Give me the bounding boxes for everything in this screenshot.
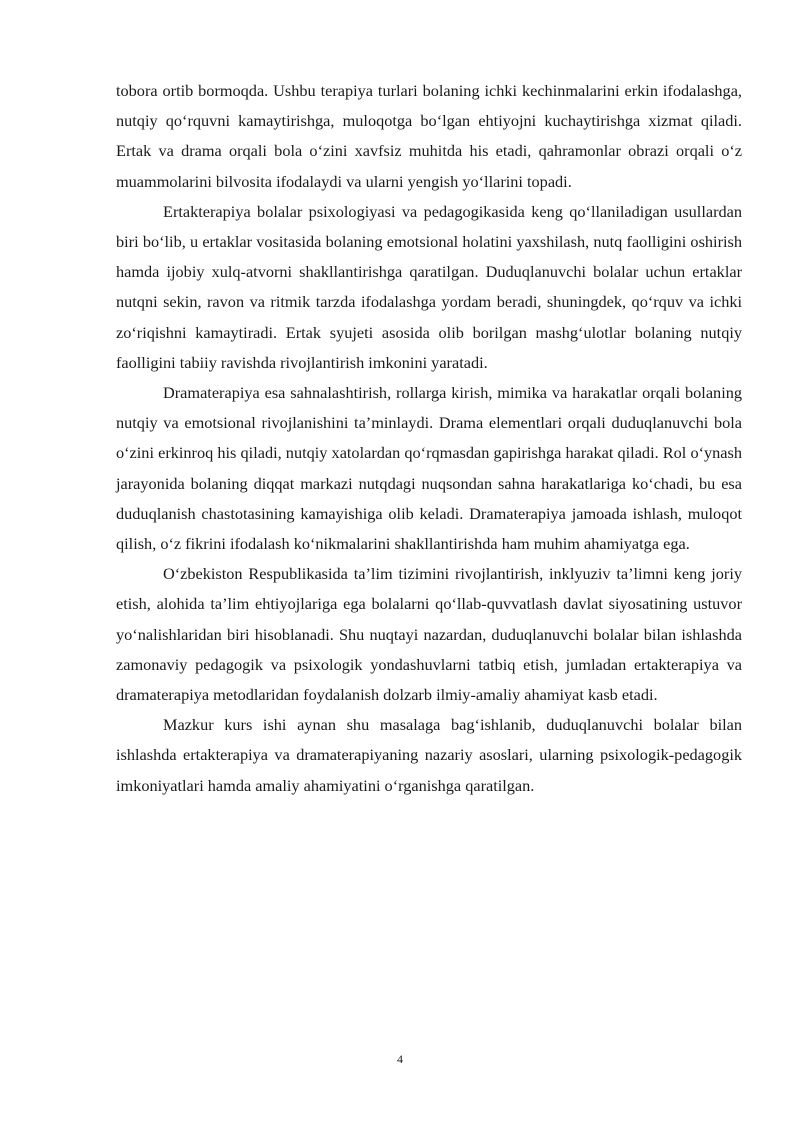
paragraph-continuation: tobora ortib bormoqda. Ushbu terapiya turlari bolaning ichki kechinmalarini erkin ifodalashga, nutqiy qo‘rquvni kamaytirishga, muloqotga bo‘lgan ehtiyojni kuchaytirishga xizmat qiladi. Ertak va drama orqali bola o‘zini xavfsiz muhitda his etadi, qahramonlar obrazi orqali o‘z muammolarini bilvosita ifodalaydi va ularni yengish yo‘llarini topadi. bbox=[116, 81, 742, 191]
paragraph-uzbekistan-education: O‘zbekiston Respublikasida ta’lim tizimini rivojlantirish, inklyuziv ta’limni keng joriy etish, alohida ta’lim ehtiyojlariga ega bolalarni qo‘llab-quvvatlash davlat siyosatining ustuvor yo‘nalishlaridan biri hisoblanadi. Shu nuqtayi nazardan, duduqlanuvchi bolalar bilan ishlashda zamonaviy pedagogik va psixologik yondashuvlarni tatbiq etish, jumladan ertakterapiya va dramaterapiya metodlaridan foydalanish dolzarb ilmiy-amaliy ahamiyat kasb etadi. bbox=[116, 564, 742, 705]
body-text bbox=[116, 76, 742, 801]
paragraph-dramaterapiya: Dramaterapiya esa sahnalashtirish, rollarga kirish, mimika va harakatlar orqali bolaning nutqiy va emotsional rivojlanishini ta’minlaydi. Drama elementlari orqali duduqlanuvchi bola o‘zini erkinroq his qiladi, nutqiy xatolardan qo‘rqmasdan gapirishga harakat qiladi. Rol o‘ynash jarayonida bolaning diqqat markazi nutqdagi nuqsondan sahna harakatlariga ko‘chadi, bu esa duduqlanish chastotasining kamayishiga olib keladi. Dramaterapiya jamoada ishlash, muloqot qilish, o‘z fikrini ifodalash ko‘nikmalarini shakllantirishda ham muhim ahamiyatga ega. bbox=[116, 383, 742, 554]
paragraph-course-work-aim: Mazkur kurs ishi aynan shu masalaga bag‘ishlanib, duduqlanuvchi bolalar bilan ishlashda ertakterapiya va dramaterapiyaning nazariy asoslari, ularning psixologik-pedagogik imkoniyatlari hamda amaliy ahamiyatini o‘rganishga qaratilgan. bbox=[116, 715, 742, 795]
paragraph-ertakterapiya: Ertakterapiya bolalar psixologiyasi va pedagogikasida keng qo‘llaniladigan usullardan biri bo‘lib, u ertaklar vositasida bolaning emotsional holatini yaxshilash, nutq faolligini oshirish hamda ijobiy xulq-atvorni shakllantirishga qaratilgan. Duduqlanuvchi bolalar uchun ertaklar nutqni sekin, ravon va ritmik tarzda ifodalashga yordam beradi, shuningdek, qo‘rquv va ichki zo‘riqishni kamaytiradi. Ertak syujeti asosida olib borilgan mashg‘ulotlar bolaning nutqiy faolligini tabiiy ravishda rivojlantirish imkonini yaratadi. bbox=[116, 201, 742, 372]
page-number: 4 bbox=[397, 1052, 403, 1066]
